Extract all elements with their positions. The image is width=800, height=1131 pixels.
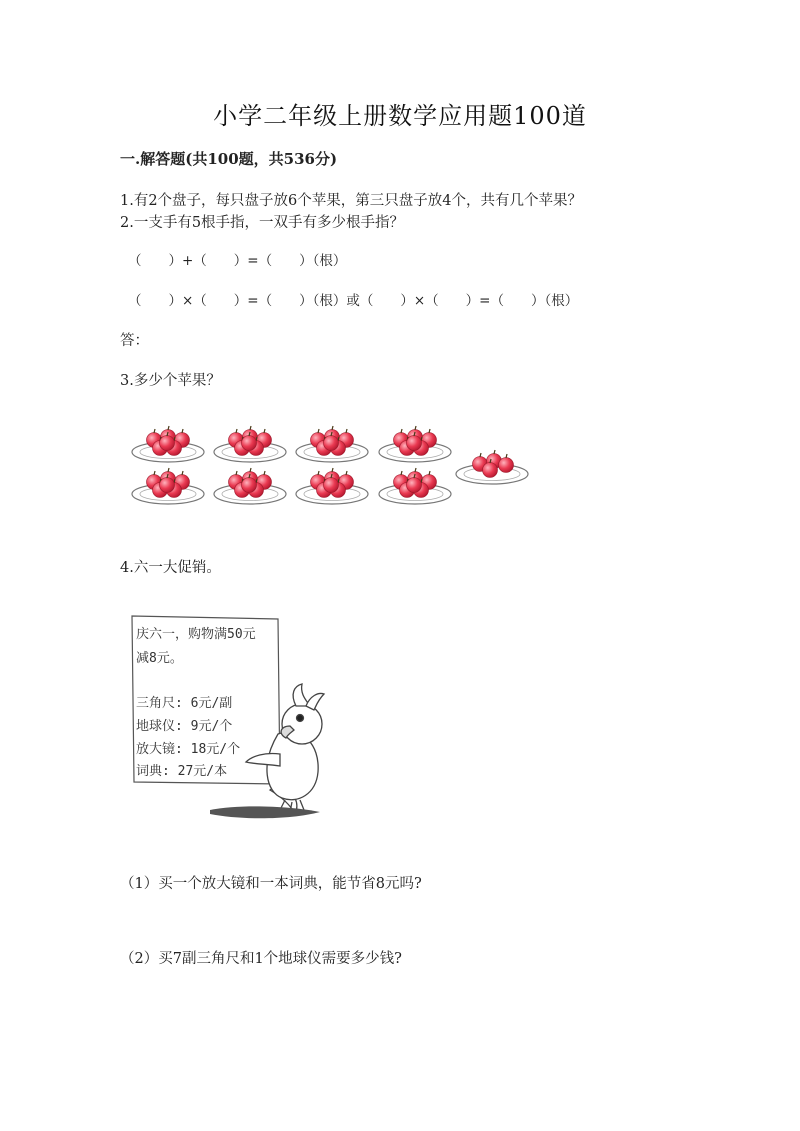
apple-icon bbox=[324, 436, 339, 451]
page-title: 小学二年级上册数学应用题100道 bbox=[213, 102, 587, 130]
apple-icon bbox=[160, 436, 175, 451]
question-4: 4.六一大促销。 bbox=[120, 560, 221, 576]
plate-with-apples bbox=[296, 426, 368, 462]
poster-item-1: 三角尺: 6元/副 bbox=[136, 696, 233, 711]
question-3: 3.多少个苹果？ bbox=[120, 373, 221, 389]
apple-icon bbox=[160, 478, 175, 493]
apple-plates-figure bbox=[130, 420, 540, 515]
apple-icon bbox=[242, 478, 257, 493]
plate-with-apples bbox=[379, 468, 451, 504]
apple-icon bbox=[407, 478, 422, 493]
poster-item-2: 地球仪: 9元/个 bbox=[136, 719, 233, 734]
question-4-part-1: （1）买一个放大镜和一本词典，能节省8元吗? bbox=[120, 876, 422, 892]
apple-icon bbox=[499, 458, 514, 473]
question-1: 1.有2个盘子，每只盘子放6个苹果，第三只盘子放4个，共有几个苹果？ bbox=[120, 193, 583, 209]
apple-icon bbox=[483, 463, 498, 478]
apple-icon bbox=[324, 478, 339, 493]
sale-poster-figure bbox=[130, 614, 330, 824]
poster-line-2: 减8元。 bbox=[136, 651, 183, 666]
plate-with-apples bbox=[214, 468, 286, 504]
question-2-addition-blanks: （ ）+（ ）=（ ）（根） bbox=[128, 253, 347, 269]
section-heading: 一.解答题(共100题，共536分) bbox=[120, 150, 338, 168]
plate-with-apples bbox=[379, 426, 451, 462]
plate-with-apples bbox=[214, 426, 286, 462]
poster-line-1: 庆六一，购物满50元 bbox=[136, 627, 256, 642]
plate-with-apples bbox=[132, 468, 204, 504]
apple-icon bbox=[407, 436, 422, 451]
question-2: 2.一支手有5根手指，一双手有多少根手指？ bbox=[120, 215, 405, 231]
plate-with-apples bbox=[132, 426, 204, 462]
question-2-multiplication-blanks: （ ）×（ ）=（ ）（根）或（ ）×（ ）=（ ）（根） bbox=[128, 293, 579, 309]
apple-icon bbox=[242, 436, 257, 451]
answer-label: 答： bbox=[120, 333, 149, 349]
poster-item-3: 放大镜: 18元/个 bbox=[136, 742, 241, 757]
plate-with-apples bbox=[456, 450, 528, 484]
question-4-part-2: （2）买7副三角尺和1个地球仪需要多少钱? bbox=[120, 951, 402, 967]
poster-item-4: 词典: 27元/本 bbox=[136, 764, 228, 779]
plate-with-apples bbox=[296, 468, 368, 504]
